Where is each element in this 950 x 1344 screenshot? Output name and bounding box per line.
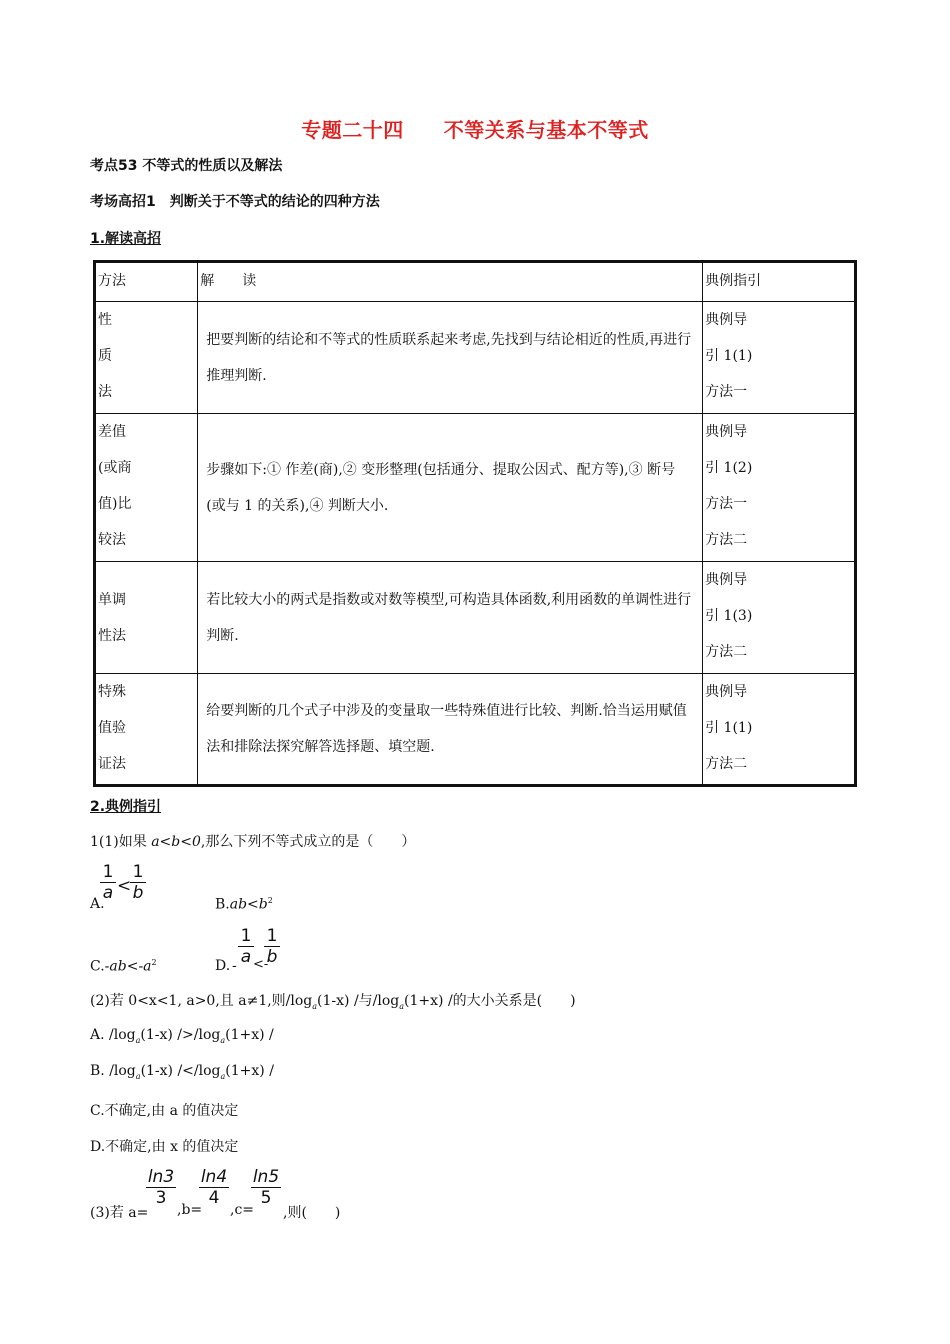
q1-option-b: $B.ab<b^2$	[215, 896, 273, 913]
q2-option-a: A. $/\log_a(1-x)$ $/>/\log_a(1+x)$ /	[90, 1027, 274, 1045]
q1-option-c: $C.-ab<-a^2$	[90, 958, 157, 975]
header-method: 方法	[95, 262, 198, 302]
q3-frac-a: ln3 3	[147, 1167, 175, 1208]
methods-table	[93, 260, 857, 787]
desc-cell: 给要判断的几个式子中涉及的变量取一些特殊值进行比较、判断.恰当运用赋值法和排除法探究解答选择题、填空题.	[198, 674, 703, 786]
method-cell: 特殊 值验 证法	[95, 674, 198, 786]
q3-frac-c: ln5 5	[252, 1167, 280, 1208]
heading-examples: 2.典例指引	[90, 799, 162, 815]
subsection-heading: 考场高招1 判断关于不等式的结论的四种方法	[90, 194, 380, 210]
q1-option-d-label: D.	[215, 958, 231, 974]
q1-d-frac-1: 1 a	[238, 926, 254, 967]
q3-post: ,则( )	[283, 1205, 341, 1221]
q1-d-frac-2: 1 b	[264, 926, 280, 967]
q1-a-frac-2: 1 b	[130, 862, 146, 903]
q2-option-b: B. $/\log_a(1-x)$ $/</\log_a(1+x)$ /	[90, 1063, 274, 1081]
desc-cell: 把要判断的结论和不等式的性质联系起来考虑,先找到与结论相近的性质,再进行推理判断.	[198, 302, 703, 414]
table-header-row	[95, 262, 856, 302]
method-cell: 性 质 法	[95, 302, 198, 414]
q1-d-minus: -	[232, 958, 237, 974]
q3-mid-1: ,b=	[177, 1202, 203, 1218]
table-row	[95, 674, 856, 786]
desc-cell: 若比较大小的两式是指数或对数等模型,可构造具体函数,利用函数的单调性进行判断.	[198, 562, 703, 674]
table-row	[95, 414, 856, 562]
q1-a-frac-1: 1 a	[100, 862, 116, 903]
desc-cell: 步骤如下:① 作差(商),② 变形整理(包括通分、提取公因式、配方等),③ 断号(或与 1 的关系),④ 判断大小.	[198, 414, 703, 562]
ref-cell: 典例导 引 1(3) 方法二	[703, 562, 856, 674]
q2-stem: (2)若 0<x<1, a>0,且 a≠1,则$/\log_a(1-x)$ /与$/\log_a(1+x)$ /的大小关系是( )	[90, 993, 576, 1011]
page-title	[0, 114, 950, 143]
ref-cell: 典例导 引 1(2) 方法一 方法二	[703, 414, 856, 562]
q1-option-a-label: A.	[90, 896, 105, 912]
method-cell: 差值 (或商 值)比 较法	[95, 414, 198, 562]
ref-cell: 典例导 引 1(1) 方法一	[703, 302, 856, 414]
title-part-2: 不等关系与基本不等式	[443, 118, 649, 142]
header-ref: 典例指引	[703, 262, 856, 302]
method-cell: 单调 性法	[95, 562, 198, 674]
heading-interpretation: 1.解读高招	[90, 231, 162, 247]
section-heading: 考点53 不等式的性质以及解法	[90, 158, 283, 174]
q3-mid-2: ,c=	[230, 1202, 255, 1218]
table-row	[95, 302, 856, 414]
ref-cell: 典例导 引 1(1) 方法二	[703, 674, 856, 786]
table-row	[95, 562, 856, 674]
q3-frac-b: ln4 4	[200, 1167, 228, 1208]
q3-pre: (3)若 a=	[90, 1205, 149, 1221]
q1-stem: 1(1)如果 a<b<0,那么下列不等式成立的是（ ）	[90, 834, 416, 850]
q2-option-c: C.不确定,由 a 的值决定	[90, 1103, 239, 1119]
title-part-1: 专题二十四	[301, 118, 404, 142]
header-desc: 解 读	[198, 262, 703, 302]
q2-option-d: D.不确定,由 x 的值决定	[90, 1139, 239, 1155]
q1-a-op: <	[117, 876, 132, 896]
q1-d-op: <-	[253, 957, 269, 972]
